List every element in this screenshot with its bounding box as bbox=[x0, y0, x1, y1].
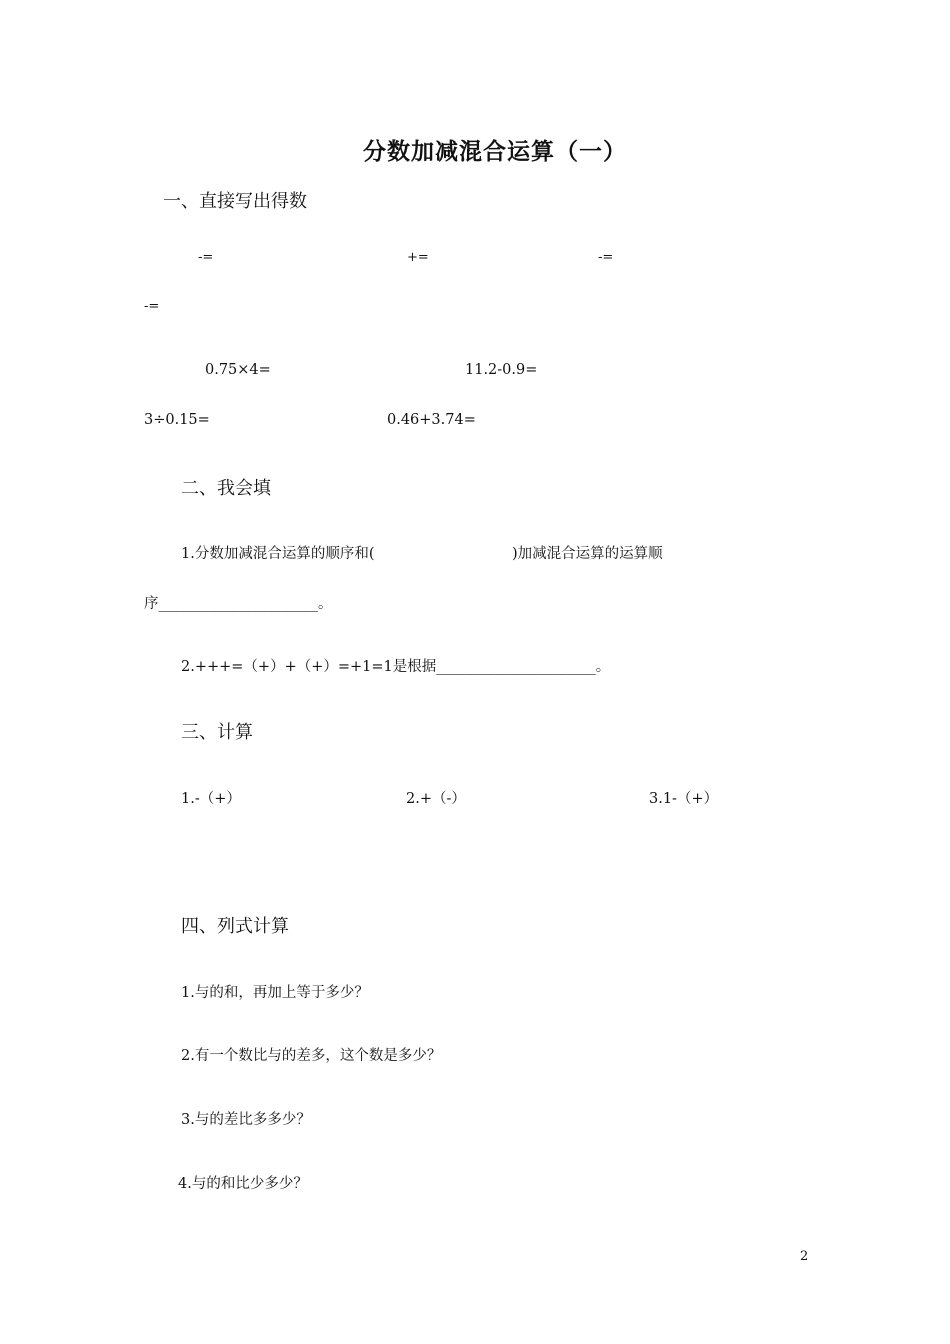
section-2-heading: 二、我会填 bbox=[181, 478, 271, 499]
section-4-heading: 四、列式计算 bbox=[181, 916, 289, 937]
expression: 11.2-0.9= bbox=[465, 362, 538, 378]
expression: 0.75×4= bbox=[205, 362, 271, 378]
fill-question-1-part-c: 序______________________。 bbox=[144, 596, 333, 612]
expression: -= bbox=[144, 299, 160, 314]
expression: += bbox=[407, 250, 429, 265]
fill-question-2: 2.+++=（+）+（+）=+1=1是根据______________________。 bbox=[181, 659, 611, 675]
calculation-item: 1.-（+） bbox=[181, 791, 241, 807]
expression: 0.46+3.74= bbox=[387, 412, 476, 428]
fill-question-1-part-b: )加减混合运算的运算顺 bbox=[512, 546, 663, 562]
expression: -= bbox=[598, 250, 614, 265]
word-problem: 2.有一个数比与的差多，这个数是多少？ bbox=[181, 1048, 442, 1064]
calculation-item: 2.+（-） bbox=[406, 791, 466, 807]
calculation-item: 3.1-（+） bbox=[649, 791, 719, 807]
word-problem: 1.与的和，再加上等于多少？ bbox=[181, 985, 369, 1001]
word-problem: 3.与的差比多多少？ bbox=[181, 1112, 311, 1128]
page-number: 2 bbox=[800, 1249, 809, 1264]
page-title: 分数加减混合运算（一） bbox=[363, 138, 627, 165]
section-1-heading: 一、直接写出得数 bbox=[163, 191, 307, 212]
section-3-heading: 三、计算 bbox=[181, 722, 253, 743]
fill-question-1-part-a: 1.分数加减混合运算的顺序和( bbox=[181, 546, 375, 562]
expression: 3÷0.15= bbox=[144, 412, 210, 428]
expression: -= bbox=[198, 250, 214, 265]
word-problem: 4.与的和比少多少？ bbox=[178, 1176, 308, 1192]
